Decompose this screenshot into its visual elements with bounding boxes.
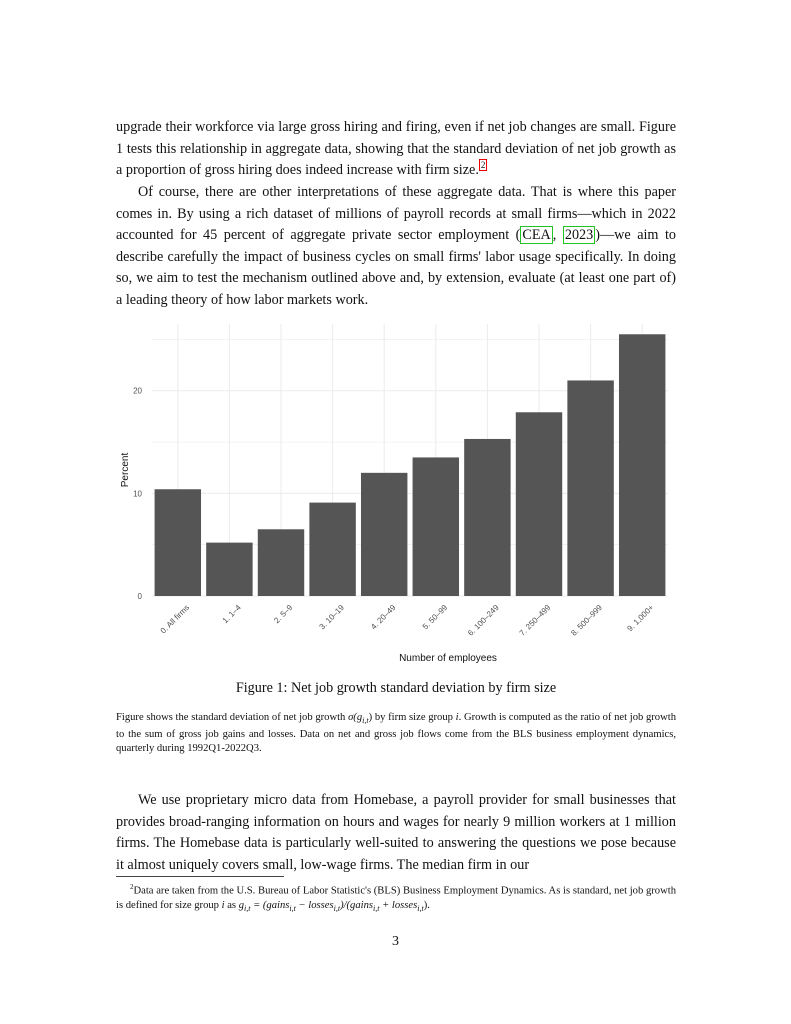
y-tick-label: 10 — [133, 489, 142, 499]
x-tick-label: 3. 10–19 — [317, 603, 346, 632]
figure-1-caption: Figure 1: Net job growth standard deviation by firm size — [235, 680, 557, 696]
figure-note-sigma: σ(g — [348, 712, 363, 723]
citation-cea-year-link[interactable]: 2023 — [564, 227, 594, 244]
x-tick-label: 8. 500–999 — [569, 603, 604, 638]
footnote-2-formula-sub4: i,t — [417, 903, 424, 913]
footnote-2-formula-end: ). — [423, 899, 430, 911]
figure-note-text-3: . Growth is computed as the ratio of net job growth to the sum of gross job gains and losses. Data on net and gross job flows come from the BLS business employment dynamics, quarterly during 1992Q1-2022Q3. — [116, 712, 676, 754]
figure-note-sigma-sub: i,t — [362, 716, 369, 726]
footnote-2-text-1: Data are taken from the U.S. Bureau of Labor Statistic's (BLS) Business Employment Dynamics. As is standard, net job growth is defined for size group — [116, 885, 676, 911]
paragraph-3-text: We use proprietary micro data from Homebase, a payroll provider for small businesses that provides broad-ranging information on hours and wages for nearly 9 million workers at 1 million firms. The Homebase data is particularly well-suited to answering the questions we pose because it almost uniquely covers small, low-wage firms. The median firm in our — [116, 792, 676, 873]
footnote-2-formula-sub3: i,t — [373, 903, 380, 913]
x-axis-title: Number of employees — [399, 653, 497, 664]
bar — [464, 439, 510, 596]
footnote-2-formula-b: − losses — [295, 899, 334, 911]
x-tick-label: 2. 5–9 — [272, 603, 295, 626]
footnote-2-formula-d: + losses — [379, 899, 418, 911]
footnote-2-mark: 2 — [130, 883, 134, 891]
x-tick-label: 4. 20–49 — [369, 603, 398, 632]
x-tick-label: 6. 100–249 — [466, 603, 501, 638]
figure-note-i: i — [455, 712, 459, 723]
bar — [258, 529, 304, 596]
x-tick-label: 9. 1,000+ — [625, 603, 656, 634]
footnote-2 — [116, 880, 676, 916]
y-tick-label: 0 — [137, 592, 142, 601]
footnote-2-text-2: as — [224, 899, 239, 911]
bar — [206, 543, 252, 596]
footnote-separator — [116, 876, 284, 877]
figure-note-sigma-close: ) — [368, 712, 373, 723]
bar — [361, 473, 407, 596]
x-tick-label: 1. 1–4 — [220, 603, 243, 626]
figure-note-text-2: by firm size group — [372, 712, 456, 723]
bar — [516, 412, 562, 596]
citation-cea-author-link[interactable]: CEA — [522, 227, 551, 244]
bar — [155, 489, 201, 596]
x-tick-label: 7. 250–499 — [517, 603, 553, 638]
footnote-2-formula-a: = (gains — [250, 899, 290, 911]
bar — [309, 503, 355, 596]
paragraph-3 — [116, 790, 676, 876]
footnote-2-link[interactable]: 2 — [480, 160, 486, 171]
footnote-2-formula-sub2: i,t — [333, 903, 341, 913]
bar — [567, 380, 613, 596]
x-tick-label: 0. All firms — [158, 603, 192, 636]
figure-note-text-1: Figure shows the standard deviation of net job growth — [116, 712, 349, 723]
paragraph-2 — [116, 182, 676, 312]
bar — [619, 334, 665, 596]
paragraph-2-text-a: Of course, there are other interpretations of these aggregate data. That is where this paper comes in. By using a rich dataset of millions of payroll records at small firms—which in 2022 accounted for 45 percent of aggregate private sector employment ( — [116, 184, 676, 244]
y-axis-title: Percent — [120, 452, 131, 488]
footnote-2-formula-sub: i,t — [244, 903, 251, 913]
paragraph-intro-continued — [116, 117, 676, 182]
bar — [413, 457, 459, 596]
paragraph-2-text-b: )—we aim to describe carefully the impact of business cycles on small firms' labor usage specifically. In doing so, we aim to test the mechanism outlined above and, by extension, evaluate (at least one part of) a leading theory of how labor markets work. — [116, 227, 677, 308]
figure-1-note — [116, 711, 676, 756]
citation-separator: , — [552, 227, 563, 244]
footnote-2-formula-g: g — [238, 899, 244, 911]
figure-1-bar-chart — [112, 318, 682, 670]
footnote-2-i: i — [221, 899, 225, 911]
footnote-2-formula-sub1: i,t — [289, 903, 296, 913]
page-number: 3 — [392, 934, 399, 949]
x-tick-label: 5. 50–99 — [420, 603, 450, 632]
y-tick-label: 20 — [133, 386, 142, 396]
paragraph-1-text: upgrade their workforce via large gross hiring and firing, even if net job changes are small. Figure 1 tests this relationship in aggregate data, showing that the standard deviation of net job growth as a proportion of gross hiring does indeed increase with firm size. — [116, 119, 676, 179]
footnote-2-formula-c: )/(gains — [340, 899, 374, 911]
